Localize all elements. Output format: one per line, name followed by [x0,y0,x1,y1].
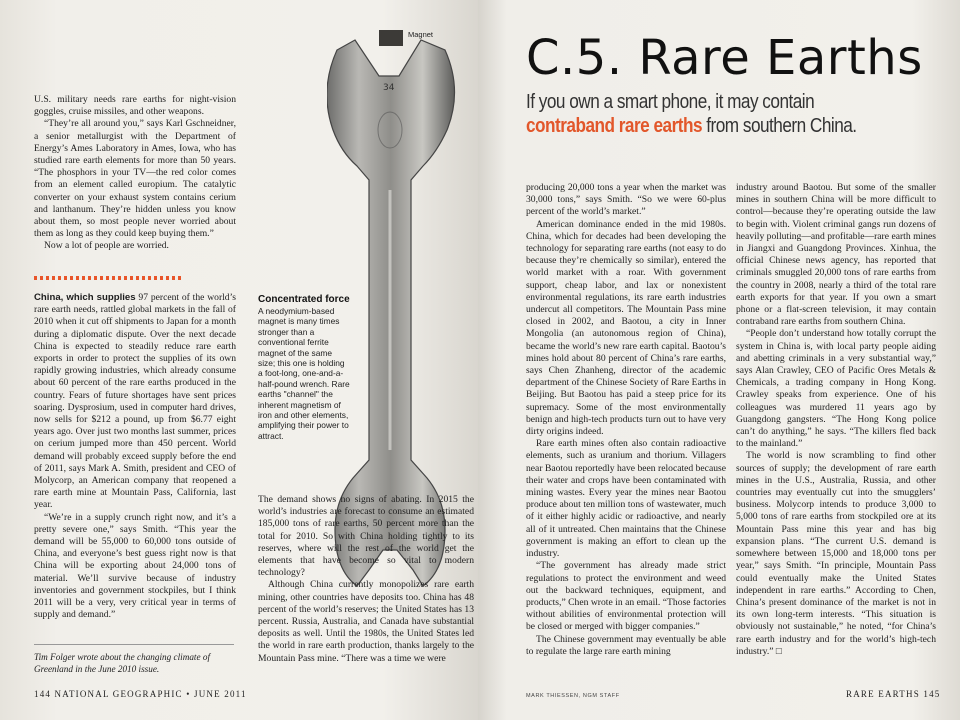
paragraph: China, which supplies 97 percent of the world’s rare earth needs, rattled global markets in the fall of 2010 when it cut off shipments to Japan for a month during a diplomatic dispute. Over the next decade China is expected to steadily reduce rare earth exports in order to protect the supplies of its own rapidly growing industries, which already consume about 60 percent of the rare earths produced in the country. Fears of future shortages have sent prices soaring. Dysprosium, used in computer hard drives, now sells for $212 a pound, up from $6.77 eight years ago. Over just two months last summer, prices on cerium jumped more than 450 percent. World demand will probably exceed supply before the end of 2011, says Mark A. Smith, president and CEO of Molycorp, an American company that reopened a rare earth mine at Mountain Pass, California, last year. [34,292,236,511]
section-divider-dots [34,276,184,280]
paragraph: Although China currently monopolizes rare earth mining, other countries have deposits too. China has 48 percent of the world’s reserves; the United States has 13 percent. Russia, Australia, and Canada have substantial deposits as well. Until the 1980s, the United States led the world in rare earth production, thanks largely to the Mountain Pass mine. “There was a time we were [258,579,474,664]
paragraph: Rare earth mines often also contain radioactive elements, such as uranium and thorium. Villagers near Baotou reportedly have been relocated because their water and crops have been contaminated with mining wastes. Every year the mines near Baotou produce about ten million tons of wastewater, much of it either highly acidic or radioactive, and nearly all of it untreated. Chen maintains that the Chinese government is making an effort to clean up the industry. [526,438,726,560]
article-deck [526,90,879,138]
photo-credit: MARK THIESSEN, NGM STAFF [526,693,620,699]
slide-title: C.5. Rare Earths [526,30,923,86]
deck-highlight: contraband rare earths [526,115,703,137]
paragraph: American dominance ended in the mid 1980s. China, which for decades had been developing the technology for separating rare earths (not easy to do because they’re chemically so similar), entered the world market with a roar. With government support, cheap labor, and lax or nonexistent environmental regulations, its rare earth industries undercut all competitors. The Mountain Pass mine closed in 2002, and Baotou, a city in Inner Mongolia (an autonomous region of China), became the world’s new rare earth capital. Baotou’s mines hold about 80 percent of China’s rare earths, says Chen Zhanheng, director of the academic department of the Chinese Society of Rare Earths in Beijing. But Baotou has paid a steep price for its supremacy. Some of the most environmentally benign and high-tech products turn out to have very dirty origins indeed. [526,218,726,438]
paragraph: U.S. military needs rare earths for night-vision goggles, cruise missiles, and other weapons. [34,94,236,118]
right-folio: RARE EARTHS 145 [846,689,941,699]
magnet-label: Magnet [408,30,434,39]
caption-text: A neodymium-based magnet is many times stronger than a conventional ferrite magnet of the same size; this one is holding a foot-long, one-and-a-half-pound wrench. Rare earths "channel" the inherent magnetism of iron and other elements, amplifying their power to attract. [258,306,350,441]
paragraph: “They’re all around you,” says Karl Gschneidner, a senior metallurgist with the Department of Energy’s Ames Laboratory in Ames, Iowa, who has studied rare earth elements for more than 50 years. “The phosphors in your TV—the red color comes from an element called europium. The catalytic converter on your exhaust system contains cerium and lanthanum. They’re hidden unless you know about them, so most people never worried about them as long as they could keep buying them.” [34,118,236,240]
column-1-bottom [34,292,236,621]
left-folio: 144 NATIONAL GEOGRAPHIC • JUNE 2011 [34,689,247,699]
paragraph: Now a lot of people are worried. [44,240,169,252]
magnet-block [379,30,403,46]
paragraph: industry around Baotou. But some of the smaller mines in southern China will be more difficult to control—because they’re operating outside the law to begin with. Violent criminal gangs run dozens of heavily polluting—and profitable—rare earth mines in Jiangxi and Guangdong Provinces. Xinhua, the official Chinese news agency, has reported that criminals smuggled 20,000 tons of rare earths from the country in 2008, nearly a third of the total rare earth exports for that year. If you own a smart phone or a flat-screen television, it may contain contraband rare earths from southern China. [736,182,936,328]
paragraph: “People don’t understand how totally corrupt the system in China is, with local party people aiding and abetting criminals in a very substantial way,” says Alan Crawley, CEO of Pacific Ores Metals & Chemicals, a trading company in Hong Kong. Crawley speaks from experience. One of his colleagues was murdered 11 years ago by Guangdong gangsters. “The Hong Kong police can’t do anything,” he says. “The killers fled back to the mainland.” [736,328,936,450]
lead-in: China, which supplies [34,292,136,303]
author-bio: Tim Folger wrote about the changing climate of Greenland in the June 2010 issue. [34,652,210,674]
paragraph: The demand shows no signs of abating. In 2015 the world’s industries are forecast to consume an estimated 185,000 tons of rare earths, 50 percent more than the total for 2010. So with China holding tightly to its reserves, where will the rest of the world get the elements that have become so vital to modern technology? [258,494,474,579]
paragraph: “We’re in a supply crunch right now, and it’s a pretty severe one,” says Smith. “This year the demand will be 55,000 to 60,000 tons outside of China, and everyone’s best guess right now is that China will be exporting about 24,000 tons of material. We’ll survive because of industry inventories and government stockpiles, but I think 2011 will be a very, very critical year in terms of supply and demand.” [34,511,236,621]
column-2 [258,494,474,665]
paragraph: The Chinese government may eventually be able to regulate the large rare earth mining [526,633,726,657]
wrench-number: 34 [383,83,395,93]
paragraph: “The government has already made strict regulations to protect the environment and weed out the backward techniques, equipment, and products,” Chen wrote in an email. “Those factories without abilities of environmental protection will be closed or merged with bigger companies.” [526,560,726,633]
column-4 [736,182,936,658]
column-3 [526,182,726,658]
caption-title: Concentrated force [258,294,350,305]
paragraph: producing 20,000 tons a year when the market was 30,000 tons,” says Smith. “So we were 60-plus percent of the world’s market.” [526,182,726,218]
deck-line-2: contraband rare earths from southern China. [526,115,857,137]
paragraph: The world is now scrambling to find other sources of supply; the development of rare earth mines in the U.S., Australia, Russia, and other countries may eventually cut into the smugglers’ business. Molycorp intends to produce 3,000 to 5,000 tons of rare earths from stockpiled ore at its Mountain Pass mine this year and has big expansion plans. “The current U.S. demand is somewhere between 15,000 and 18,000 tons per year,” says Smith. “In principle, Mountain Pass could eventually make the United States independent in rare earths.” According to Chen, China’s present dominance of the market is not in its own long-term interests. “This situation is obviously not sustainable,” he noted, “for China’s rare earth industry and for the world’s high-tech industry.” □ [736,450,936,657]
column-1-top [34,94,236,253]
bio-rule [34,644,234,645]
deck-line-1: If you own a smart phone, it may contain [526,91,815,113]
